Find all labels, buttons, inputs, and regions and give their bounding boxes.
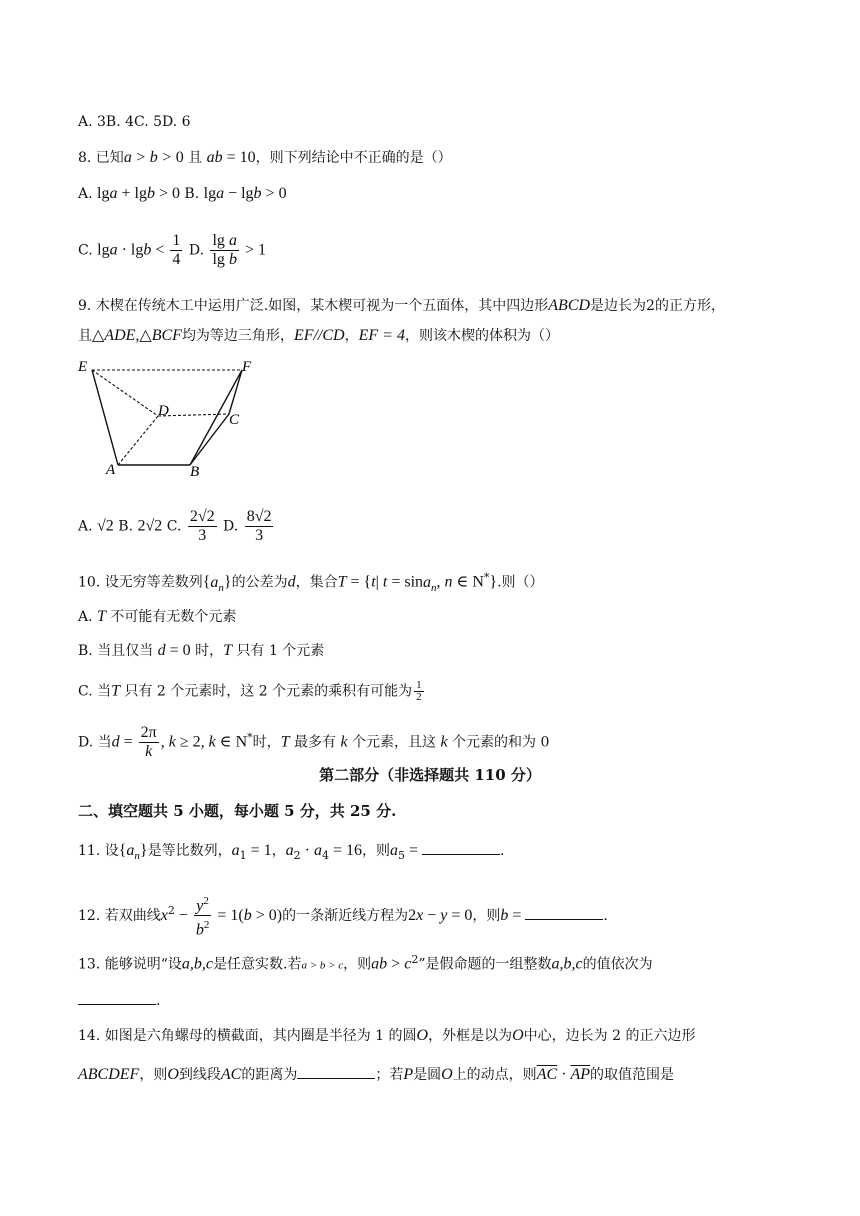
q13-line1: 13. 能够说明“设a,b,c是任意实数.若a > b > c，则ab > $c^2$”是假命题的一组整数a,b,c的值依次为	[78, 953, 653, 973]
vertex-B: B	[190, 464, 200, 480]
q10-option-c: C. 当T 只有 2 个元素时，这 2 个元素的乘积有可能为 $\frac{1}{2}$	[78, 679, 422, 703]
q13-answer-blank[interactable]	[78, 990, 156, 1005]
q12-answer-blank[interactable]	[525, 905, 603, 920]
q8-stem: 8. 已知a > b > 0 且 ab = 10，则下列结论中不正确的是（）	[78, 149, 452, 166]
q14-answer-blank-1[interactable]	[297, 1064, 375, 1079]
q14-line2: ABCDEF，则O到线段AC的距离为 ；若P是圆O上的动点，则$\overline{AC} \cdot \overline{AP}$的取值范围是	[78, 1066, 675, 1083]
vertex-A: A	[106, 462, 116, 478]
q10-stem: 10. 设无穷等差数列$\{a_n\}$的公差为d，集合T = {t| t = sina$_n$, n ∈ N*}.则（）	[78, 571, 544, 594]
vertex-F: F	[242, 359, 252, 375]
vertex-E: E	[78, 359, 88, 375]
q9-stem-line1: 9. 木楔在传统木工中运用广泛.如图，某木楔可视为一个五面体，其中四边形ABCD是边长为2的正方形，	[78, 297, 725, 314]
q14-line1: 14. 如图是六角螺母的横截面，其内圈是半径为 1 的圆O，外框是以为O中心，边长为 2 的正六边形	[78, 1027, 696, 1044]
q10-option-b: B. 当且仅当 d = 0 时，T 只有 1 个元素	[78, 642, 325, 659]
q9-options: A. √2 B. 2√2 C. $\frac{2√2}{3}$ D. $\frac{8√2}{3}$	[78, 508, 272, 544]
q13-line2: .	[78, 990, 160, 1011]
part2-heading: 第二部分（非选择题共 110 分）	[319, 766, 541, 784]
q10-option-d: D. 当d = $\frac{2\pi}{k}$ , k ≥ 2, k ∈ N*时，T 最多有 k 个元素，且这 k 个元素的和为 0	[78, 724, 550, 760]
q9-stem-line2: 且△ADE,△BCF均为等边三角形，EF//CD，EF = 4，则该木楔的体积为（）	[78, 327, 559, 344]
q11: 11. 设$\{a_n\}$是等比数列，$a_1 = 1$，$a_2 \cdot a_4 = 16$，则$a_5$ = .	[78, 842, 505, 863]
q8-options-cd: C. lga · lgb < $\frac{1}{4}$ D. $\frac{\text{lg a}}{\text{lg b}}$ > 1	[78, 232, 266, 268]
wedge-figure	[74, 356, 274, 482]
q12: 12. 若双曲线$x^2$ − $\frac{y^2}{b^2}$ = 1(b > 0)的一条渐近线方程为2x − y = 0，则b = .	[78, 892, 608, 940]
q7-options: A. 3B. 4C. 5D. 6	[78, 114, 191, 130]
q10-option-a: A. T 不可能有无数个元素	[78, 608, 237, 625]
section2-heading: 二、填空题共 5 小题，每小题 5 分，共 25 分.	[78, 802, 397, 820]
vertex-D: D	[158, 403, 169, 419]
q11-answer-blank[interactable]	[422, 840, 500, 855]
vertex-C: C	[229, 412, 240, 428]
q8-options-ab: A. lga + lgb > 0 B. lga − lgb > 0	[78, 185, 287, 202]
